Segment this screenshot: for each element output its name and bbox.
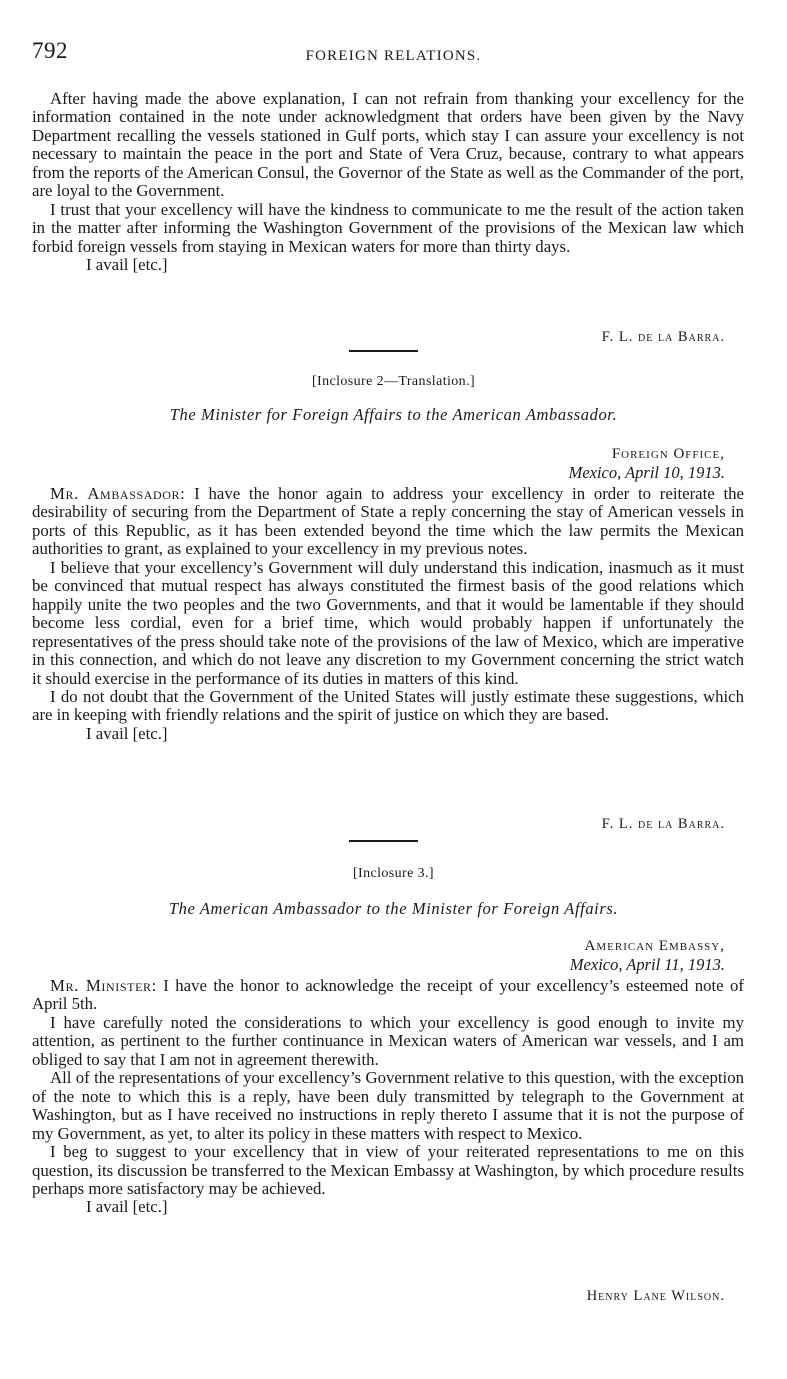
paragraph: I do not doubt that the Government of the United States will justly estimate these suggestions, which are in keeping with friendly relations and the spirit of justice on which they are based. <box>32 686 744 725</box>
inclosure-label: [Inclosure 3.] <box>352 866 434 881</box>
page-number: 792 <box>32 38 68 63</box>
continuation-letter <box>32 90 744 275</box>
paragraph: After having made the above explanation, I can not refrain from thanking your excellency for the information contained in the note under acknowledgment that orders have been given by the Navy Department recalling the vessels stationed in Gulf ports, which stay I can assure your excellency is not necessary to maintain the peace in the port and State of Vera Cruz, because, contrary to what appears from the reports of the American Consul, the Governor of the State as well as the Commander of the port, are loyal to the Government. <box>32 89 744 201</box>
dateline <box>570 937 725 974</box>
closing: I avail [etc.] <box>86 255 168 275</box>
paragraph-text: I have the honor to acknowledge the receipt of your excellency’s esteemed note of April 5th. <box>32 976 745 1014</box>
closing: I avail [etc.] <box>86 723 168 743</box>
paragraph <box>32 485 744 559</box>
paragraph <box>32 977 744 1014</box>
paragraph: I believe that your excellency’s Government will duly understand this indication, inasmuch as it must be convinced that mutual respect has always constituted the firmest basis of the good relations which happily unite the two peoples and the two Governments, and that it would be lamentable if they should become less cordial, even for a brief time, which would probably happen if unfortunately the representatives of the press should take note of the provisions of the law of Mexico, which are imperative in this connection, and which do not leave any discretion to my Government concerning the strict watch it should exercise in the performance of its duties in matters of this kind. <box>32 557 744 688</box>
running-head: FOREIGN RELATIONS. <box>305 48 482 64</box>
paragraph-text: I have the honor again to address your excellency in order to reiterate the desirability of securing from the Department of State a reply concerning the stay of American vessels in ports of this Republic, as it has been extended beyond the time which the law permits the Mexican authorities to grant, as explained to your excellency in my previous notes. <box>32 484 744 559</box>
inclosure-2-body <box>32 485 744 743</box>
signature: F. L. de la Barra. <box>601 329 725 345</box>
divider-rule <box>349 840 418 842</box>
paragraph: All of the representations of your excellency’s Government relative to this question, with the exception of the note to which this is a reply, have been duly transmitted by telegraph to the Government at Washington, but as I have received no instructions in reply thereto I assume that it is not the purpose of my Government, as yet, to alter its policy in these matters with respect to Mexico. <box>32 1068 744 1143</box>
closing: I avail [etc.] <box>86 1197 168 1217</box>
paragraph: I beg to suggest to your excellency that in view of your reiterated representations to me on this question, its discussion be transferred to the Mexican Embassy at Washington, by which procedure results perhaps more satisfactory may be achieved. <box>32 1142 744 1198</box>
office-name: Foreign Office, <box>611 446 725 462</box>
letter-heading: The Minister for Foreign Affairs to the American Ambassador. <box>169 405 618 424</box>
paragraph: I have carefully noted the considerations to which your excellency is good enough to invite my attention, as pertinent to the further continuance in Mexican waters of American war vessels, and I am obliged to say that I am not in agreement therewith. <box>32 1012 744 1069</box>
inclosure-label: [Inclosure 2—Translation.] <box>311 374 476 389</box>
letter-heading: The American Ambassador to the Minister for Foreign Affairs. <box>168 899 619 918</box>
dateline <box>569 445 725 482</box>
salutation: Mr. Minister: <box>50 976 157 995</box>
letter-date: Mexico, April 11, 1913. <box>569 954 725 974</box>
office-name: American Embassy, <box>584 938 725 954</box>
salutation: Mr. Ambassador: <box>50 484 186 503</box>
signature: Henry Lane Wilson. <box>586 1288 725 1304</box>
signature: F. L. de la Barra. <box>601 816 725 832</box>
letter-date: Mexico, April 10, 1913. <box>568 462 725 482</box>
divider-rule <box>349 350 418 352</box>
paragraph: I trust that your excellency will have the kindness to communicate to me the result of the action taken in the matter after informing the Washington Government of the provisions of the Mexican law which forbid foreign vessels from staying in Mexican waters for more than thirty days. <box>32 199 744 256</box>
inclosure-3-body <box>32 977 744 1217</box>
